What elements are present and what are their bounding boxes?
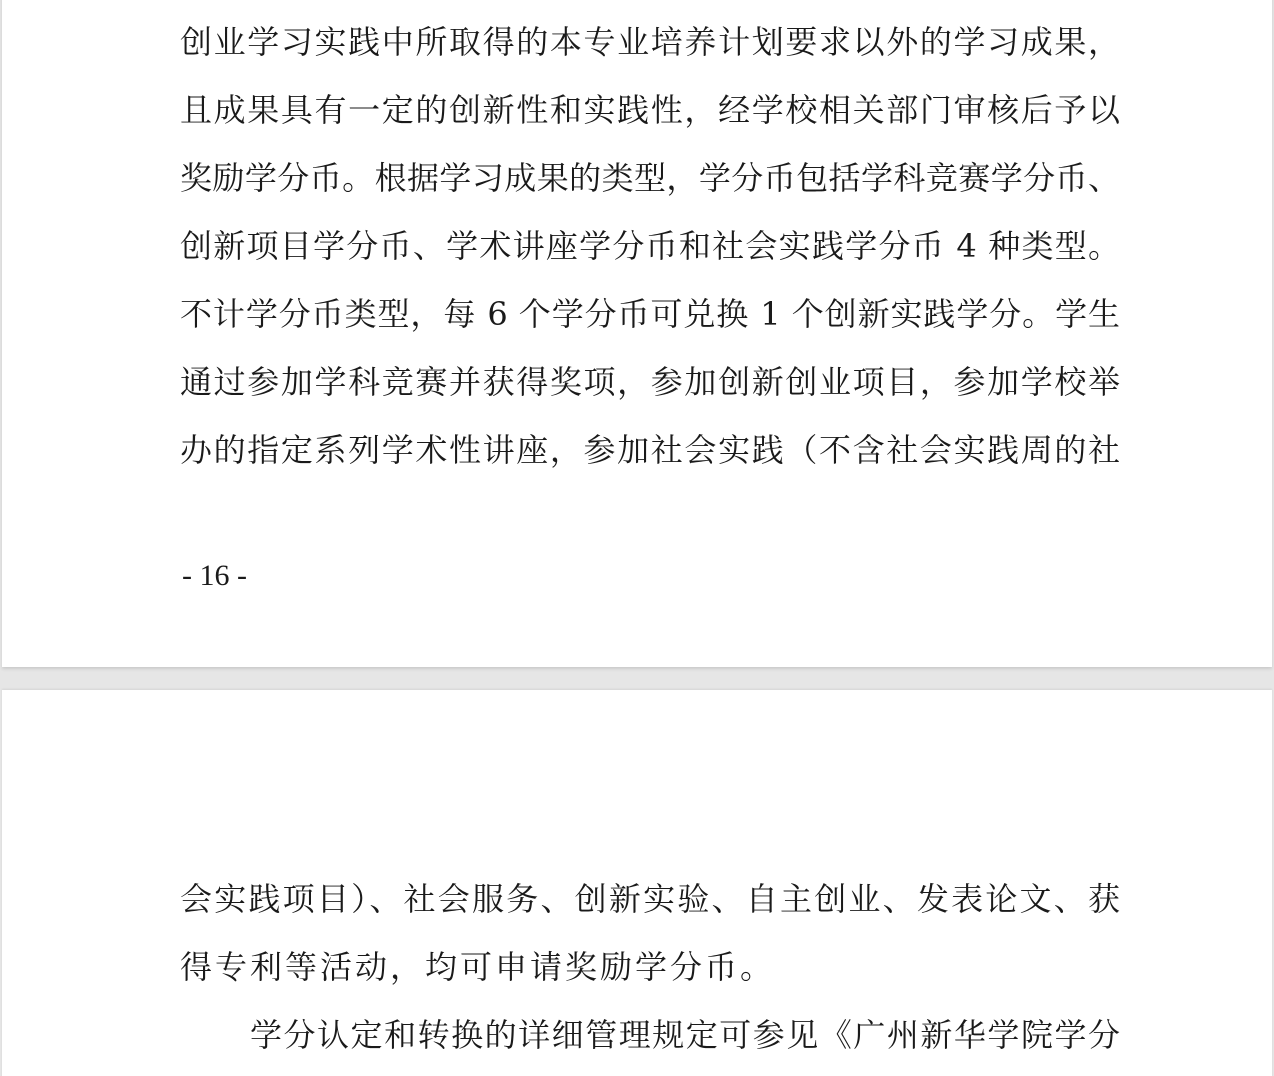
body-text-line-7: 办的指定系列学术性讲座，参加社会实践（不含社会实践周的社 bbox=[180, 431, 1120, 469]
body-text-line-3: 奖励学分币。根据学习成果的类型，学分币包括学科竞赛学分币、 bbox=[180, 159, 1120, 197]
document-page-17 bbox=[2, 690, 1272, 1076]
body-text-line-4: 创新项目学分币、学术讲座学分币和社会实践学分币 4 种类型。 bbox=[180, 227, 1120, 265]
page-number: - 16 - bbox=[182, 559, 247, 592]
body-text-line-8: 会实践项目）、社会服务、创新实验、自主创业、发表论文、获 bbox=[180, 880, 1120, 918]
body-text-line-2: 且成果具有一定的创新性和实践性，经学校相关部门审核后予以 bbox=[180, 91, 1120, 129]
paragraph-first-line: 学分认定和转换的详细管理规定可参见《广州新华学院学分 bbox=[250, 1016, 1120, 1054]
body-text-line-5: 不计学分币类型，每 6 个学分币可兑换 1 个创新实践学分。学生 bbox=[180, 295, 1120, 333]
body-text-line-1: 创业学习实践中所取得的本专业培养计划要求以外的学习成果， bbox=[180, 23, 1120, 61]
body-text-line-6: 通过参加学科竞赛并获得奖项，参加创新创业项目，参加学校举 bbox=[180, 363, 1120, 401]
body-text-line-9: 得专利等活动，均可申请奖励学分币。 bbox=[180, 948, 776, 986]
document-page-16 bbox=[2, 0, 1272, 667]
